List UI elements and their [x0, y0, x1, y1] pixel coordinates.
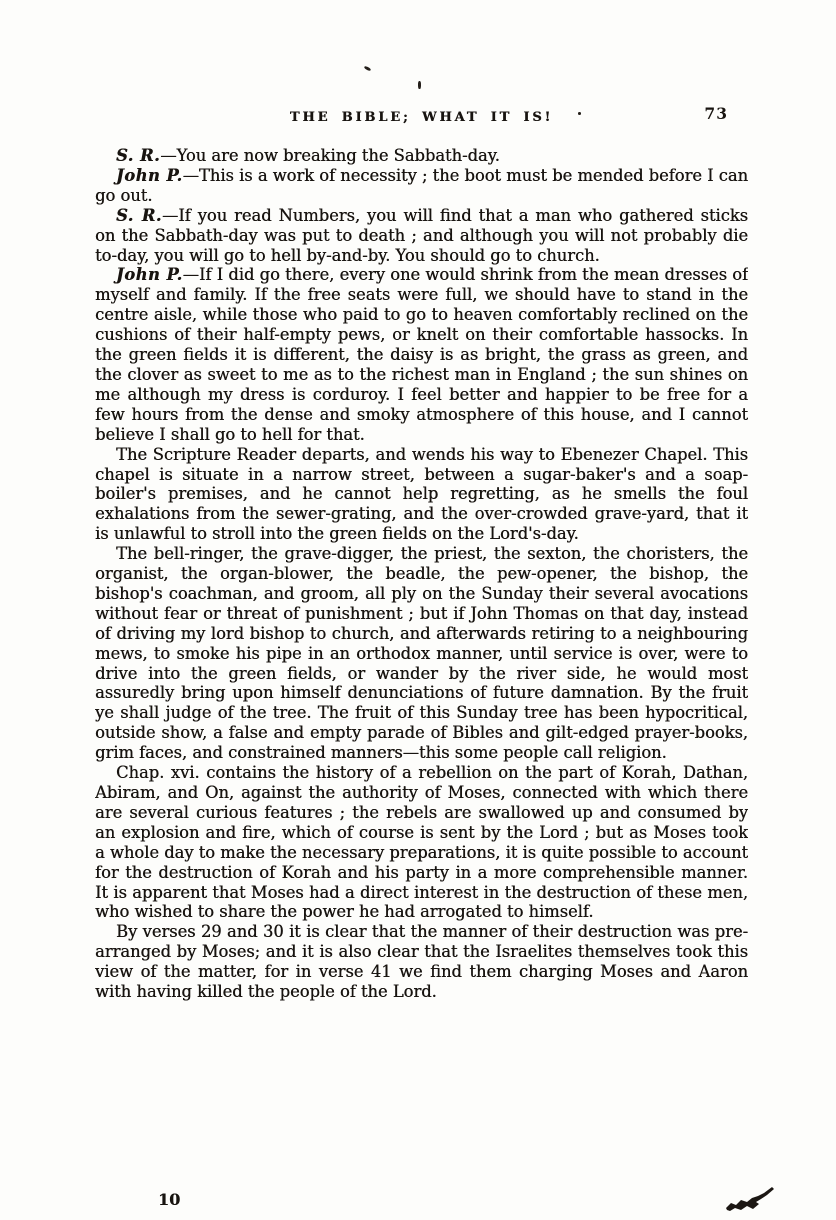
running-header: [95, 106, 748, 125]
scan-speck-artifact: [418, 81, 421, 89]
paragraph-narrative: [95, 922, 748, 1002]
page-number: 73: [704, 104, 728, 123]
speaker-name: S. R.: [116, 205, 162, 225]
ink-blot-artifact: [724, 1184, 778, 1216]
paragraph-text: —This is a work of necessity ; the boot must be mended before I can go out.: [95, 165, 748, 205]
running-title: THE BIBLE; WHAT IT IS!: [289, 110, 554, 125]
paragraph-text: —If you read Numbers, you will find that a man who gathered sticks on the Sabbath-day was put to death ; and although you will not probably die to-day, you will go to hell by-and-by. You should go to church.: [95, 205, 748, 265]
page-body: [95, 146, 748, 1194]
paragraph-dialog: [95, 265, 748, 444]
paragraph-text: By verses 29 and 30 it is clear that the manner of their destruction was pre-arranged by Moses; and it is also clear that the Israelites themselves took this view of the matter, for in verse 41 we find them charging Moses and Aaron with having killed the people of the Lord.: [95, 922, 748, 1002]
speaker-name: John P.: [116, 165, 183, 185]
scan-speck-artifact: [578, 112, 581, 115]
paragraph-narrative: [95, 544, 748, 763]
paragraph-dialog: [95, 206, 748, 266]
paragraph-text: —If I did go there, every one would shrink from the mean dresses of myself and family. If the free seats were full, we should have to stand in the centre aisle, while those who paid to go to heaven comfortably reclined on the cushions of their half-empty pews, or knelt on their comfortable hassocks. In the green fields it is different, the daisy is as bright, the grass as green, and the clover as sweet to me as to the richest man in England ; the sun shines on me although my dress is corduroy. I feel better and happier to be free for a few hours from the dense and smoky atmosphere of this house, and I cannot believe I shall go to hell for that.: [95, 265, 748, 444]
paragraph-text: Chap. xvi. contains the history of a rebellion on the part of Korah, Dathan, Abiram, and On, against the authority of Moses, connected with which there are several curious features ; the rebels are swallowed up and consumed by an explosion and fire, which of course is sent by the Lord ; but as Moses took a whole day to make the necessary preparations, it is quite possible to account for the destruction of Korah and his party in a more comprehensible manner. It is apparent that Moses had a direct interest in the destruction of these men, who wished to share the power he had arrogated to himself.: [95, 763, 748, 922]
speaker-name: John P.: [116, 265, 183, 285]
signature-mark: 10: [158, 1190, 181, 1209]
paragraph-dialog: [95, 166, 748, 206]
paragraph-text: The Scripture Reader departs, and wends his way to Ebenezer Chapel. This chapel is situate in a narrow street, between a sugar-baker's and a soap-boiler's premises, and he cannot help regretting, as he smells the foul exhalations from the sewer-grating, and the over-crowded grave-yard, that it is unlawful to stroll into the green fields on the Lord's-day.: [95, 444, 748, 544]
scan-speck-artifact: [364, 66, 372, 72]
paragraph-narrative: [95, 445, 748, 545]
paragraph-text: —You are now breaking the Sabbath-day.: [160, 146, 500, 165]
paragraph-text: The bell-ringer, the grave-digger, the priest, the sexton, the choristers, the organist, the organ-blower, the beadle, the pew-opener, the bishop, the bishop's coachman, and groom, all ply on the Sunday their several avocations without fear or threat of punishment ; but if John Thomas on that day, instead of driving my lord bishop to church, and afterwards retiring to a neighbouring mews, to smoke his pipe in an orthodox manner, until service is over, were to drive into the green fields, or wander by the river side, he would most assuredly bring upon himself denunciations of future damnation. By the fruit ye shall judge of the tree. The fruit of this Sunday tree has been hypocritical, outside show, a false and empty parade of Bibles and gilt-edged prayer-books, grim faces, and constrained manners—this some people call religion.: [95, 544, 748, 763]
paragraph-narrative: [95, 763, 748, 922]
paragraph-dialog: [95, 146, 748, 166]
speaker-name: S. R.: [116, 146, 161, 165]
